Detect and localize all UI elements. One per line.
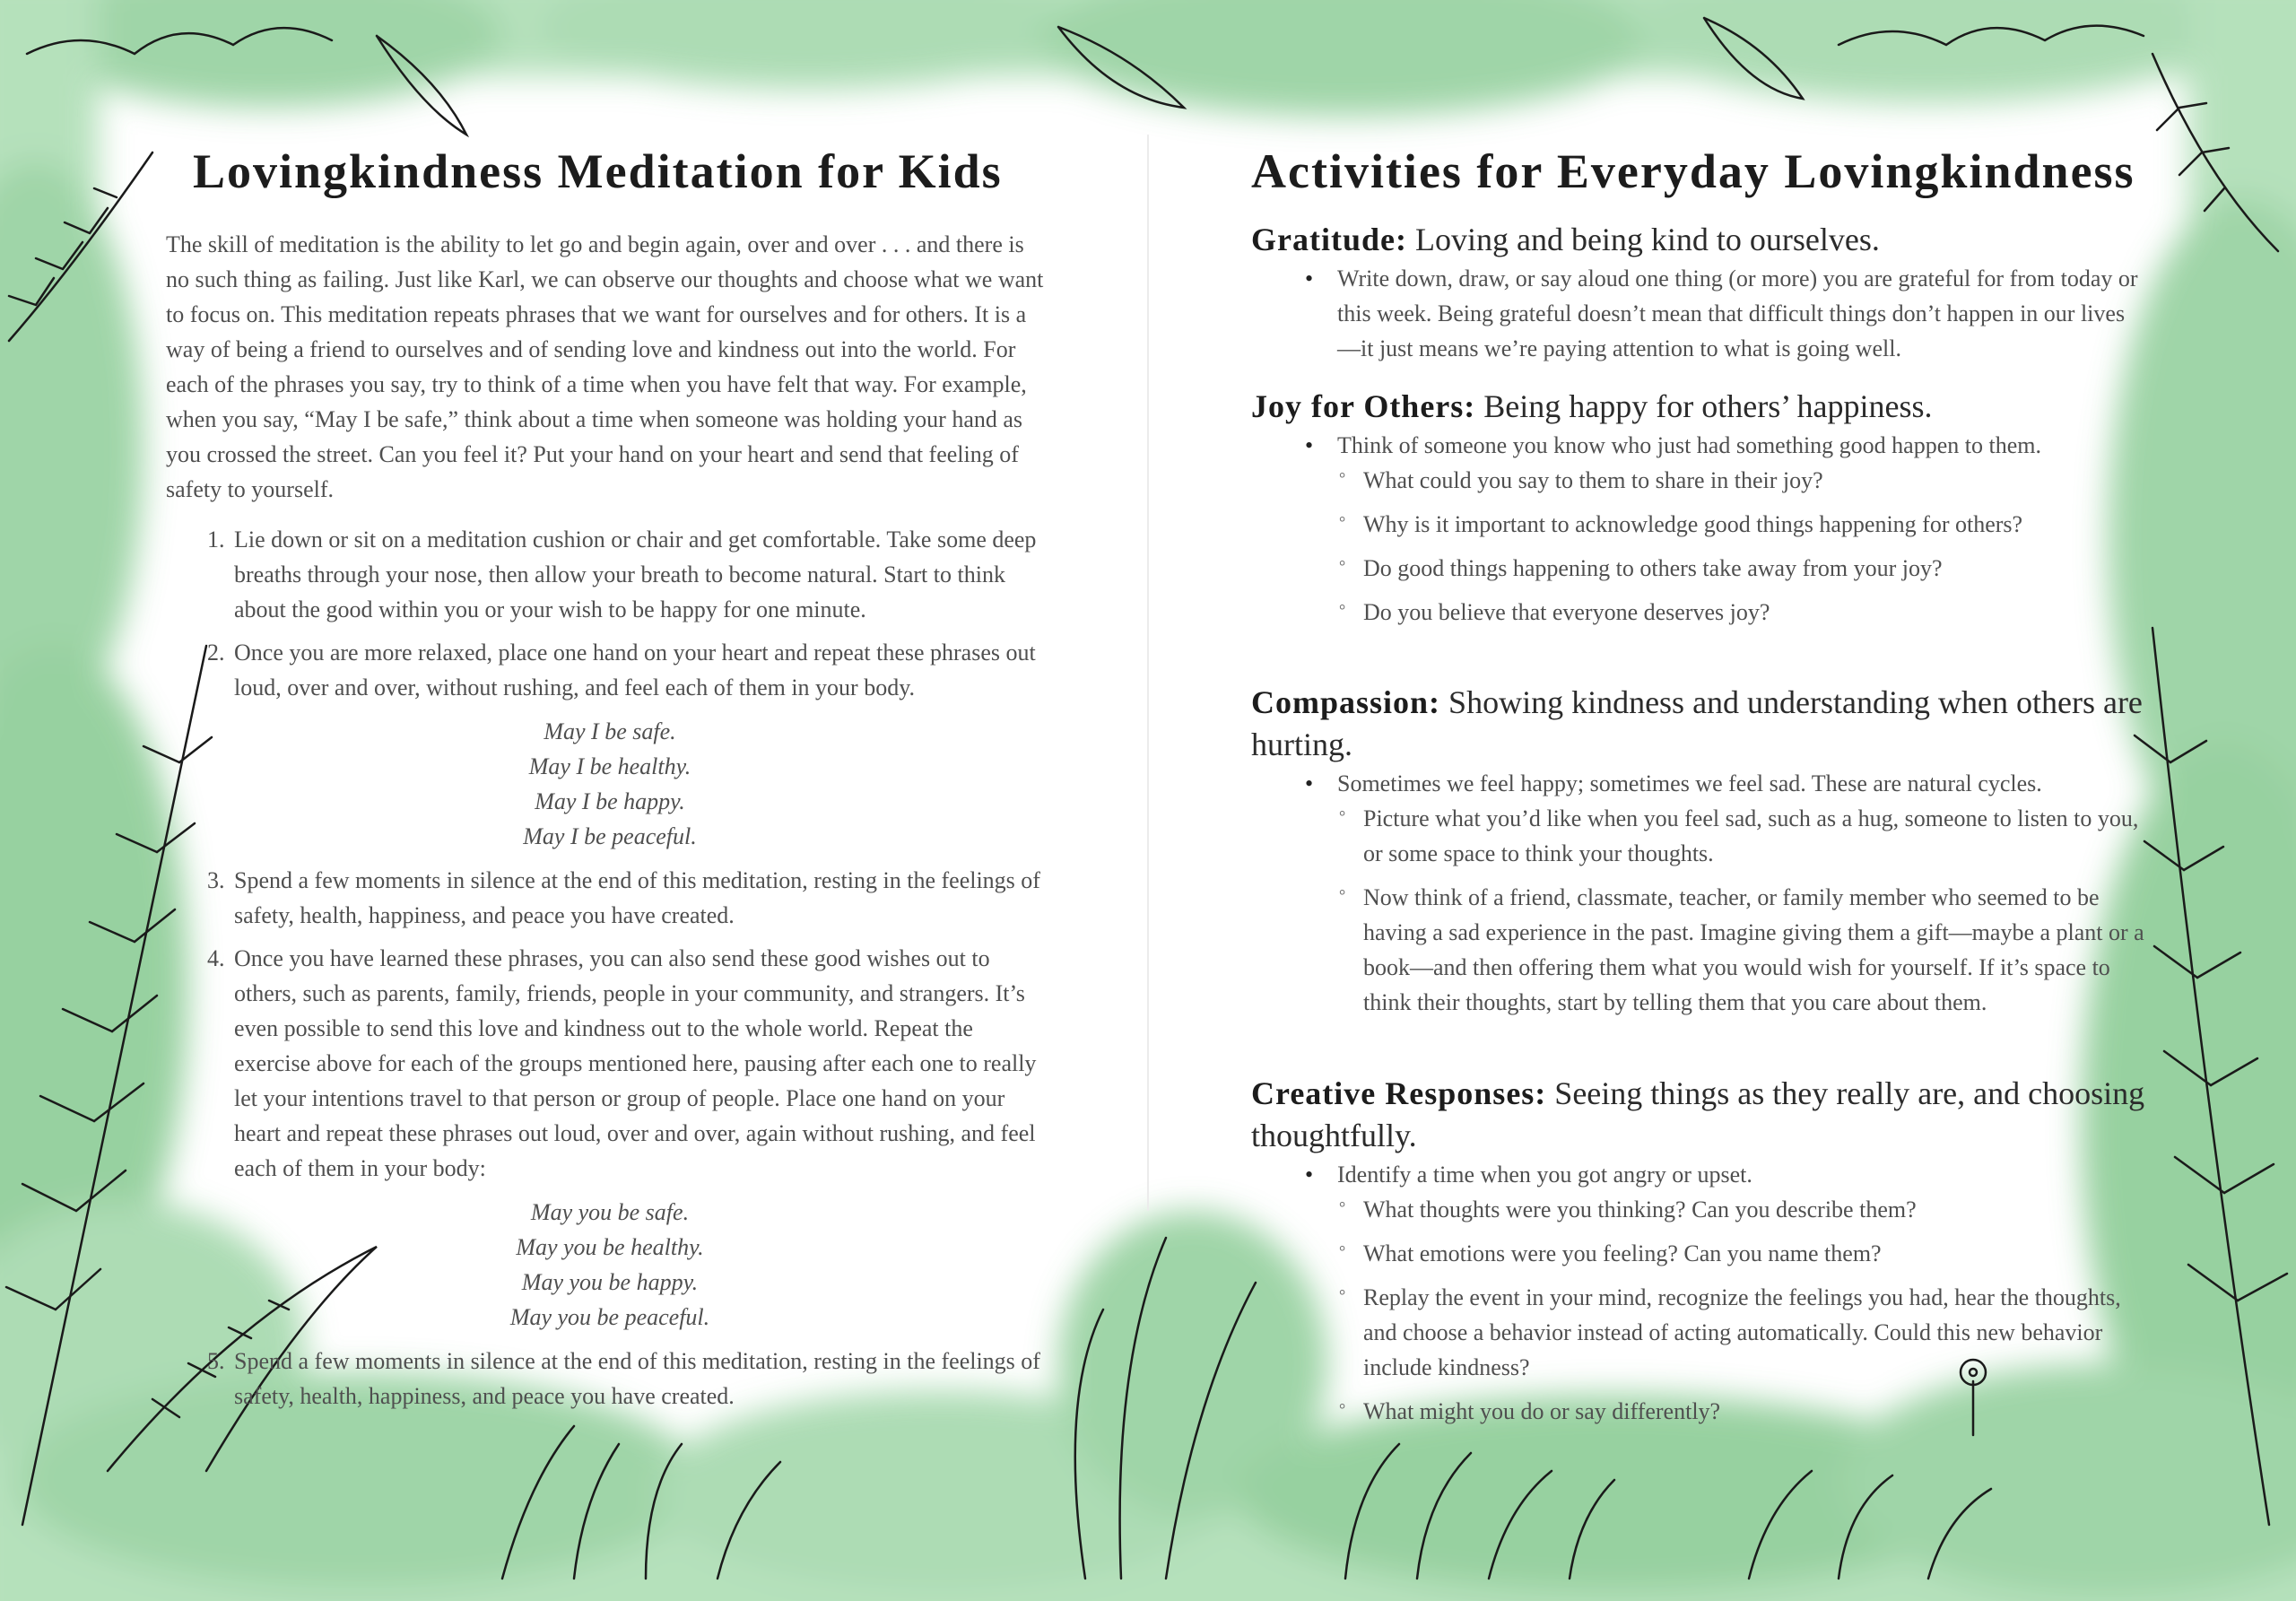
section-heading xyxy=(1251,1073,2148,1157)
creative-responses-section xyxy=(1251,1073,2148,1438)
sublist-item xyxy=(1251,801,2148,871)
gratitude-list xyxy=(1251,261,2148,366)
list-item xyxy=(1251,1157,2148,1192)
circle-bullet-icon: ° xyxy=(1339,601,1346,619)
step-text: Once you are more relaxed, place one hand on your heart and repeat these phrases out loud, over and over, without rushing, and feel each of them in your body. xyxy=(234,640,1036,700)
sublist-item-text: Now think of a friend, classmate, teacher, or family member who seemed to be having a sad experience in the past. Imagine giving them a gift—maybe a plant or a book—and then offering them what you would wish for yourself. If it’s space to think their thoughts, start by telling them that you care about them. xyxy=(1363,884,2144,1015)
sublist-item-text: What might you do or say differently? xyxy=(1363,1398,1721,1424)
section-heading xyxy=(1251,219,2148,261)
section-description: Loving and being kind to ourselves. xyxy=(1406,222,1880,257)
sublist-item-text: Why is it important to acknowledge good things happening for others? xyxy=(1363,511,2023,537)
list-item-text: Think of someone you know who just had something good happen to them. xyxy=(1337,432,2041,458)
circle-bullet-icon: ° xyxy=(1339,1242,1346,1260)
sublist-item xyxy=(1251,507,2148,542)
section-label: Joy for Others: xyxy=(1251,388,1476,424)
sublist-item-text: Picture what you’d like when you feel sad, such as a hug, someone to listen to you, or some space to think your thoughts. xyxy=(1363,805,2139,866)
sublist-item-text: Replay the event in your mind, recognize the feelings you had, hear the thoughts, and choose a behavior instead of acting automatically. Could this new behavior include kindness? xyxy=(1363,1284,2121,1380)
sublist-item xyxy=(1251,880,2148,1020)
step-text: Lie down or sit on a meditation cushion or chair and get comfortable. Take some deep breaths through your nose, then allow your breath to become natural. Start to think about the good within you or your wish to be happy for one minute. xyxy=(234,526,1037,622)
meditation-steps xyxy=(166,522,1054,1422)
sublist-item xyxy=(1251,551,2148,586)
compassion-section xyxy=(1251,682,2148,1029)
phrase: May you be happy. xyxy=(521,1269,699,1295)
sublist-item-text: What emotions were you feeling? Can you name them? xyxy=(1363,1240,1882,1266)
bullet-icon: • xyxy=(1305,770,1314,796)
list-item xyxy=(1251,766,2148,801)
circle-bullet-icon: ° xyxy=(1339,1198,1346,1216)
step-item xyxy=(166,635,1054,854)
step-item xyxy=(166,941,1054,1335)
circle-bullet-icon: ° xyxy=(1339,1286,1346,1304)
step-text: Spend a few moments in silence at the end of this meditation, resting in the feelings of safety, health, happiness, and peace you have created. xyxy=(234,1348,1040,1409)
step-item xyxy=(166,522,1054,627)
sublist-item xyxy=(1251,1394,2148,1429)
sublist-item xyxy=(1251,463,2148,498)
joy-section xyxy=(1251,386,2148,639)
section-label: Creative Responses: xyxy=(1251,1075,1547,1111)
creative-sublist xyxy=(1251,1192,2148,1429)
step-number: 4. xyxy=(207,945,225,971)
sublist-item xyxy=(1251,1236,2148,1271)
step-item xyxy=(166,1344,1054,1414)
phrase: May you be peaceful. xyxy=(509,1304,710,1330)
list-item-text: Write down, draw, or say aloud one thing (or more) you are grateful for from today or this week. Being grateful doesn’t mean that difficult things don’t happen in our lives—it just means we’re paying attention to what is going well. xyxy=(1337,265,2138,361)
creative-list xyxy=(1251,1157,2148,1192)
step-text: Once you have learned these phrases, you can also send these good wishes out to others, such as parents, family, friends, people in your community, and strangers. It’s even possible to send this love and kindness out to the whole world. Repeat the exercise above for each of the groups mentioned here, pausing after each one to really let your intentions travel to that person or group of people. Place one hand on your heart and repeat these phrases out loud, over and over, again without rushing, and feel each of them in your body: xyxy=(234,945,1037,1181)
step-number: 5. xyxy=(207,1348,225,1374)
sublist-item xyxy=(1251,1280,2148,1385)
phrase: May I be safe. xyxy=(544,718,676,744)
phrases-block-others xyxy=(166,1195,1054,1335)
phrase: May I be happy. xyxy=(535,788,685,814)
circle-bullet-icon: ° xyxy=(1339,557,1346,575)
sublist-item-text: What thoughts were you thinking? Can you describe them? xyxy=(1363,1196,1917,1223)
step-number: 1. xyxy=(207,526,225,553)
section-label: Compassion: xyxy=(1251,684,1441,720)
list-item xyxy=(1251,261,2148,366)
intro-paragraph: The skill of meditation is the ability to let go and begin again, over and over . . . and there is no such thing as failing. Just like Karl, we can observe our thoughts and choose what we want to focus on. This meditation repeats phrases that we want for ourselves and for others. It is a way of being a friend to ourselves and of sending love and kindness out into the world. For each of the phrases you say, try to think of a time when you have felt that way. For example, when you say, “May I be safe,” think about a time when someone was holding your hand as you crossed the street. Can you feel it? Put your hand on your heart and send that feeling of safety to yourself. xyxy=(166,231,1044,502)
gratitude-section xyxy=(1251,219,2148,366)
step-number: 3. xyxy=(207,867,225,893)
circle-bullet-icon: ° xyxy=(1339,1400,1346,1418)
section-description: Being happy for others’ happiness. xyxy=(1475,388,1933,424)
phrase: May I be peaceful. xyxy=(523,823,697,849)
section-heading xyxy=(1251,386,2148,428)
list-item xyxy=(1251,428,2148,463)
sublist-item xyxy=(1251,595,2148,630)
circle-bullet-icon: ° xyxy=(1339,886,1346,904)
compassion-list xyxy=(1251,766,2148,801)
joy-sublist xyxy=(1251,463,2148,630)
sublist-item-text: Do good things happening to others take away from your joy? xyxy=(1363,555,1943,581)
section-label: Gratitude: xyxy=(1251,222,1407,257)
phrases-block-self xyxy=(166,714,1054,854)
section-description: Showing kindness and understanding when others are hurting. xyxy=(1251,684,2143,762)
sublist-item-text: What could you say to them to share in their joy? xyxy=(1363,467,1823,493)
phrase: May I be healthy. xyxy=(528,753,691,779)
bullet-icon: • xyxy=(1305,1162,1314,1188)
circle-bullet-icon: ° xyxy=(1339,807,1346,825)
list-item-text: Sometimes we feel happy; sometimes we feel sad. These are natural cycles. xyxy=(1337,770,2042,796)
section-description: Seeing things as they really are, and choosing thoughtfully. xyxy=(1251,1075,2145,1153)
phrase: May you be safe. xyxy=(530,1199,690,1225)
step-item xyxy=(166,863,1054,933)
compassion-sublist xyxy=(1251,801,2148,1020)
step-text: Spend a few moments in silence at the end of this meditation, resting in the feelings of safety, health, happiness, and peace you have created. xyxy=(234,867,1040,928)
right-page xyxy=(1148,0,2296,1601)
phrase: May you be healthy. xyxy=(516,1234,704,1260)
step-number: 2. xyxy=(207,640,225,666)
right-page-title: Activities for Everyday Lovingkindness xyxy=(1251,144,2135,198)
circle-bullet-icon: ° xyxy=(1339,513,1346,531)
circle-bullet-icon: ° xyxy=(1339,469,1346,487)
bullet-icon: • xyxy=(1305,432,1314,458)
list-item-text: Identify a time when you got angry or upset. xyxy=(1337,1162,1752,1188)
section-heading xyxy=(1251,682,2148,766)
sublist-item-text: Do you believe that everyone deserves joy? xyxy=(1363,599,1770,625)
sublist-item xyxy=(1251,1192,2148,1227)
left-page-title: Lovingkindness Meditation for Kids xyxy=(193,144,1003,198)
joy-list xyxy=(1251,428,2148,463)
bullet-icon: • xyxy=(1305,265,1314,291)
